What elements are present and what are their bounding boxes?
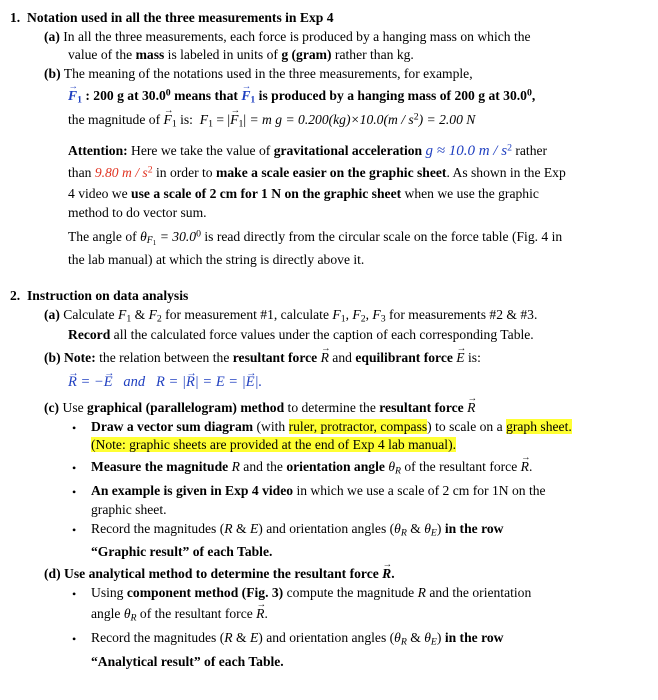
s1-method: method to do vector sum.	[68, 205, 207, 220]
bullet: •	[72, 421, 77, 435]
s2-c-bullet4-line2: “Graphic result” of each Table.	[91, 544, 273, 559]
section-2-heading: 2. Instruction on data analysis	[10, 288, 189, 303]
s2-c-bullet3: An example is given in Exp 4 video in which we use a scale of 2 cm for 1N on the	[91, 483, 546, 498]
s1-b-line1: (b) The meaning of the notations used in the three measurements, for example,	[44, 66, 473, 81]
s1-angle: The angle of $\theta_{F_1} = 30.0^0$ is read directly from the circular scale on the force table (Fig. 4 in	[68, 228, 563, 248]
s2-c-line: (c) Use graphical (parallelogram) method to determine the resultant force → R	[44, 400, 475, 417]
s2-c-bullet1-note: (Note: graphic sheets are provided at the end of Exp 4 lab manual).	[91, 437, 457, 452]
s2-a-line1: (a) Calculate $F_1$ & $F_2$ for measurement #1, calculate $F_1$, $F_2$, $F_3$ for measurements #2 & #3.	[44, 307, 538, 325]
s2-d-bullet2: Record the magnitudes (R & E) and orientation angles ($\theta_R$ & $\theta_E$) in the row	[91, 630, 504, 648]
s1-attention: Attention: Here we take the value of gravitational acceleration g ≈ 10.0 m / $s^2$ rather	[68, 142, 548, 159]
bullet: •	[72, 587, 77, 601]
s2-d-line: (d) Use analytical method to determine the resultant force → R.	[44, 566, 395, 583]
s1-a-line2: value of the mass is labeled in units of g (gram) rather than kg.	[68, 47, 414, 62]
s2-c-bullet4: Record the magnitudes (R & E) and orientation angles ($\theta_R$ & $\theta_E$) in the row	[91, 521, 504, 539]
bullet: •	[72, 461, 77, 475]
section-1-heading: 1. Notation used in all the three measurements in Exp 4	[10, 10, 334, 25]
s2-b-line1: (b) Note: the relation between the resultant force → R and equilibrant force → E is:	[44, 350, 481, 367]
s1-a-line1: (a) In all the three measurements, each force is produced by a hanging mass on which the	[44, 29, 531, 44]
s2-d-bullet1-line2: angle $\theta_R$ of the resultant force → R.	[91, 606, 268, 623]
s2-b-equation: → R = −→ E and R = |→ R| = E = |→ E|.	[68, 374, 262, 392]
bullet: •	[72, 632, 77, 646]
s1-b-magnitude: the magnitude of → $F_1$ is: $F_1$ = |→ $F_1| = m$ $g = 0.200(kg)\times 10.0(m / s^2) = 2.00$ N	[68, 112, 475, 129]
s2-a-line2: Record all the calculated force values under the caption of each corresponding Table.	[68, 327, 534, 342]
s2-c-bullet2: Measure the magnitude R and the orientation angle $\theta_R$ of the resultant force → R.	[91, 459, 532, 476]
bullet: •	[72, 485, 77, 499]
s1-video: 4 video we use a scale of 2 cm for 1 N on the graphic sheet when we use the graphic	[68, 186, 539, 201]
bullet: •	[72, 523, 77, 537]
s2-d-bullet2-line2: “Analytical result” of each Table.	[91, 654, 284, 669]
s1-b-example: → $F_1$ : 200 g at 30.0$^0$ means that → $F_1$ is produced by a hanging mass of 200 g at 30.0$^0$,	[68, 88, 535, 105]
s1-angle-line2: the lab manual) at which the string is directly above it.	[68, 252, 365, 267]
s2-d-bullet1: Using component method (Fig. 3) compute the magnitude R and the orientation	[91, 585, 532, 600]
s1-than: than 9.80 m / $s^2$ in order to make a scale easier on the graphic sheet. As shown in the Exp	[68, 164, 566, 180]
s2-c-bullet3-line2: graphic sheet.	[91, 502, 167, 517]
s2-c-bullet1: Draw a vector sum diagram (with ruler, protractor, compass) to scale on a graph sheet.	[91, 419, 572, 434]
